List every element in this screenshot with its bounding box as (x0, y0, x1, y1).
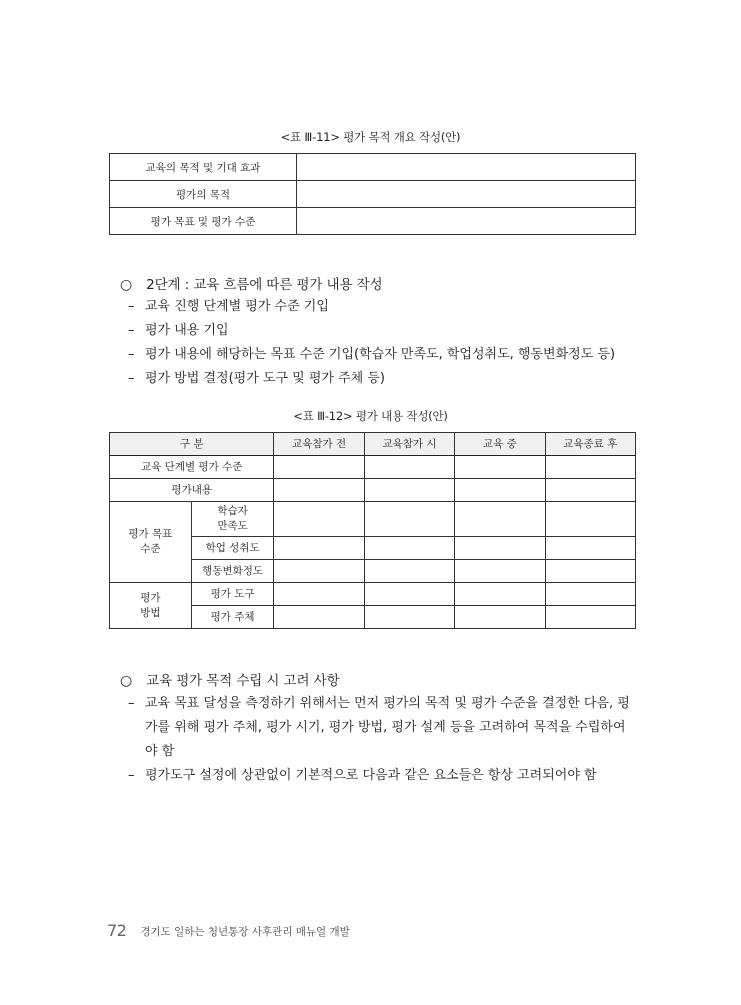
row-label: 학업 성취도 (191, 537, 274, 560)
column-header: 교육종료 후 (545, 433, 635, 456)
row-value (297, 154, 636, 181)
column-header: 구 분 (110, 433, 274, 456)
row-label: 학습자 만족도 (191, 502, 274, 537)
dash-bullet-icon: – (128, 347, 135, 362)
list-item: – 교육 진행 단계별 평가 수준 기입 (128, 295, 638, 319)
row-label: 평가의 목적 (110, 181, 297, 208)
section2-title (120, 669, 340, 689)
section1-title (120, 273, 383, 293)
row-label: 행동변화정도 (191, 560, 274, 583)
table-row (110, 479, 636, 502)
evaluation-content-table (109, 432, 636, 629)
page-footer (107, 921, 350, 940)
list-item: – 평가 방법 결정(평가 도구 및 평가 주체 등) (128, 367, 638, 391)
list-item: – 평가 내용 기입 (128, 319, 638, 343)
section2-title-text: 교육 평가 목적 수립 시 고려 사항 (146, 673, 340, 689)
column-header: 교육참가 시 (364, 433, 454, 456)
row-label: 평가 도구 (191, 583, 274, 606)
row-label: 교육 단계별 평가 수준 (110, 456, 274, 479)
list-item: – 평가 내용에 해당하는 목표 수준 기입(학습자 만족도, 학업성취도, 행동변화정도 등) (128, 343, 638, 367)
table-header-row (110, 433, 636, 456)
table-row (110, 502, 636, 537)
section1-title-text: 2단계 : 교육 흐름에 따른 평가 내용 작성 (146, 277, 383, 293)
section2-bullet-list (128, 692, 638, 788)
list-item: – 평가도구 설정에 상관없이 기본적으로 다음과 같은 요소들은 항상 고려되어야 함 (128, 764, 638, 788)
table1-caption: <표 Ⅲ-11> 평가 목적 개요 작성(안) (280, 130, 461, 144)
circle-bullet-icon: ○ (120, 673, 133, 689)
section1-bullet-list (128, 295, 638, 391)
table-row (110, 208, 636, 235)
dash-bullet-icon: – (128, 768, 135, 783)
table-row (110, 154, 636, 181)
table-row (110, 456, 636, 479)
circle-bullet-icon: ○ (120, 277, 133, 293)
row-label: 교육의 목적 및 기대 효과 (110, 154, 297, 181)
table2-caption: <표 Ⅲ-12> 평가 내용 작성(안) (293, 409, 448, 423)
footer-title: 경기도 일하는 청년통장 사후관리 매뉴얼 개발 (140, 926, 350, 938)
row-value (297, 181, 636, 208)
column-header: 교육참가 전 (274, 433, 364, 456)
column-header: 교육 중 (455, 433, 545, 456)
row-label: 평가 주체 (191, 606, 274, 629)
row-value (297, 208, 636, 235)
dash-bullet-icon: – (128, 323, 135, 338)
dash-bullet-icon: – (128, 299, 135, 314)
table-row (110, 181, 636, 208)
list-item: – 교육 목표 달성을 측정하기 위해서는 먼저 평가의 목적 및 평가 수준을 결정한 다음, 평가를 위해 평가 주체, 평가 시기, 평가 방법, 평가 설계 등을 고려하여 목적을 수립하여야 함 (128, 692, 638, 764)
group-label: 평가 목표 수준 (110, 502, 192, 583)
dash-bullet-icon: – (128, 696, 135, 711)
page-number: 72 (107, 921, 127, 940)
table-row (110, 583, 636, 606)
group-label: 평가 방법 (110, 583, 192, 629)
row-label: 평가내용 (110, 479, 274, 502)
row-label: 평가 목표 및 평가 수준 (110, 208, 297, 235)
dash-bullet-icon: – (128, 371, 135, 386)
evaluation-purpose-table (109, 153, 636, 235)
